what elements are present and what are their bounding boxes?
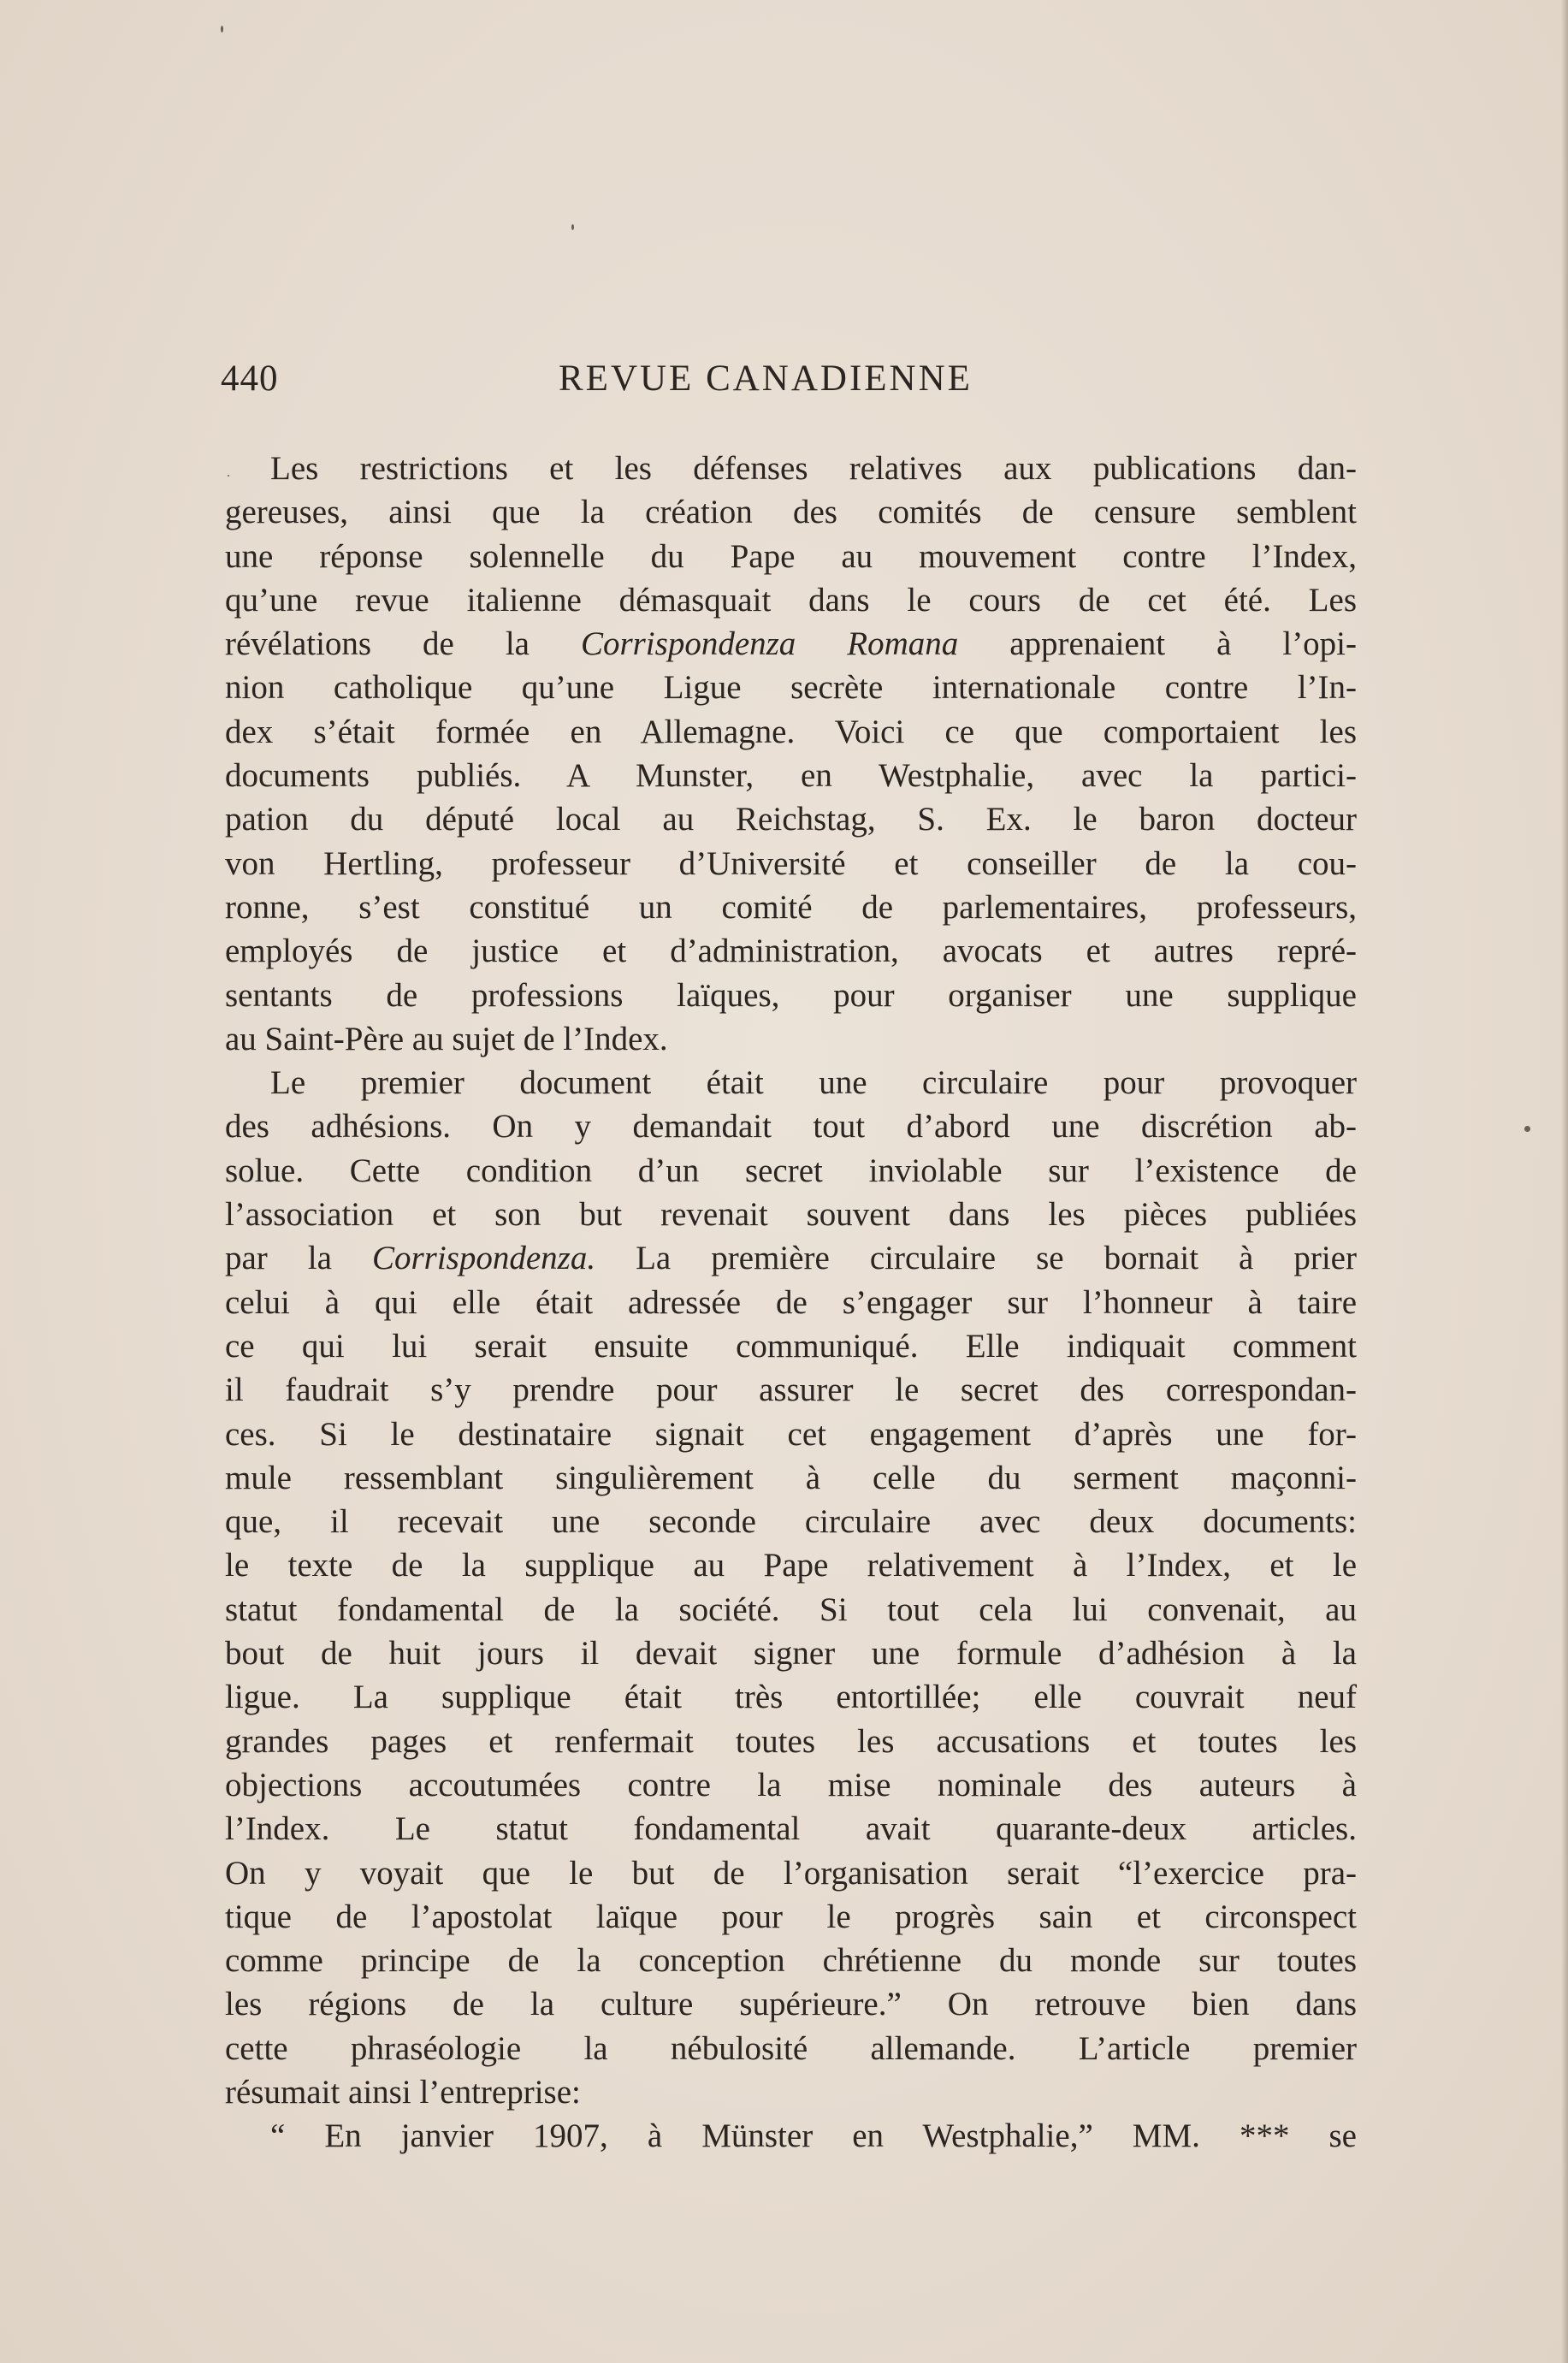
text-line: ces. Si le destinataire signait cet engagement d’après une for-	[225, 1415, 1357, 1453]
text-span: apprenaient à l’opi-	[958, 625, 1357, 663]
text-line	[225, 622, 1357, 666]
text-line: von Hertling, professeur d’Université et conseiller de la cou-	[225, 844, 1357, 882]
text-line: celui à qui elle était adressée de s’engager sur l’honneur à taire	[225, 1283, 1357, 1321]
text-line: Les restrictions et les défenses relatives aux publications dan-	[270, 450, 1357, 487]
text-span: par la	[225, 1240, 372, 1277]
text-line: dex s’était formée en Allemagne. Voici ce que comportaient les	[225, 713, 1357, 750]
journal-title: REVUE CANADIENNE	[559, 358, 973, 399]
text-line: comme principe de la conception chrétienne du monde sur toutes	[225, 1942, 1357, 1980]
text-line: nion catholique qu’une Ligue secrète internationale contre l’In-	[225, 669, 1357, 707]
text-span: révélations de la	[225, 625, 581, 663]
text-line: ce qui lui serait ensuite communiqué. Elle indiquait comment	[225, 1327, 1357, 1365]
text-line: ronne, s’est constitué un comité de parlementaires, professeurs,	[225, 888, 1357, 926]
text-line: On y voyait que le but de l’organisation serait “l’exercice pra-	[225, 1854, 1357, 1892]
text-line: objections accoutumées contre la mise nominale des auteurs à	[225, 1766, 1357, 1803]
text-line: sentants de professions laïques, pour organiser une supplique	[225, 976, 1357, 1014]
text-line: pation du député local au Reichstag, S. Ex. le baron docteur	[225, 801, 1357, 838]
running-head	[221, 358, 1358, 409]
italic-title: Corrispondenza.	[371, 1240, 596, 1277]
body-text	[225, 447, 1357, 2159]
text-line: “ En janvier 1907, à Münster en Westphalie,” MM. *** se	[270, 2117, 1357, 2155]
text-line: une réponse solennelle du Pape au mouvement contre l’Index,	[225, 537, 1357, 575]
text-line: l’Index. Le statut fondamental avait quarante-deux articles.	[225, 1810, 1357, 1848]
page-edge-shadow	[1561, 0, 1568, 2363]
text-line: au Saint-Père au sujet de l’Index.	[225, 1020, 668, 1057]
text-line: Le premier document était une circulaire pour provoquer	[270, 1064, 1357, 1102]
text-line: résumait ainsi l’entreprise:	[225, 2073, 581, 2111]
text-line: statut fondamental de la société. Si tout cela lui convenait, au	[225, 1590, 1357, 1628]
text-line: gereuses, ainsi que la création des comités de censure semblent	[225, 494, 1357, 531]
text-line: employés de justice et d’administration, avocats et autres repré-	[225, 933, 1357, 970]
paper-speck	[1524, 1126, 1530, 1132]
text-line	[225, 1236, 1357, 1280]
text-line: cette phraséologie la nébulosité allemande. L’article premier	[225, 2029, 1357, 2067]
text-line: il faudrait s’y prendre pour assurer le secret des correspondan-	[225, 1371, 1357, 1409]
text-line: ligue. La supplique était très entortillée; elle couvrait neuf	[225, 1679, 1357, 1716]
page-number: 440	[221, 358, 279, 399]
italic-title: Corrispondenza Romana	[580, 625, 959, 663]
paper-speck	[571, 224, 574, 230]
text-span: La première circulaire se bornait à prier	[595, 1240, 1357, 1277]
text-line: l’association et son but revenait souvent dans les pièces publiées	[225, 1196, 1357, 1234]
paper-speck	[221, 26, 223, 33]
text-line: des adhésions. On y demandait tout d’abord une discrétion ab-	[225, 1108, 1357, 1146]
text-line: les régions de la culture supérieure.” On retrouve bien dans	[225, 1986, 1357, 2023]
text-line: bout de huit jours il devait signer une formule d’adhésion à la	[225, 1635, 1357, 1673]
text-line: documents publiés. A Munster, en Westphalie, avec la partici-	[225, 757, 1357, 795]
text-line: tique de l’apostolat laïque pour le progrès sain et circonspect	[225, 1898, 1357, 1935]
text-line: grandes pages et renfermait toutes les accusations et toutes les	[225, 1722, 1357, 1760]
text-line: mule ressemblant singulièrement à celle du serment maçonni-	[225, 1459, 1357, 1496]
text-line: solue. Cette condition d’un secret inviolable sur l’existence de	[225, 1152, 1357, 1189]
text-line: le texte de la supplique au Pape relativement à l’Index, et le	[225, 1547, 1357, 1584]
text-line: que, il recevait une seconde circulaire avec deux documents:	[225, 1503, 1357, 1541]
text-line: qu’une revue italienne démasquait dans le cours de cet été. Les	[225, 581, 1357, 619]
